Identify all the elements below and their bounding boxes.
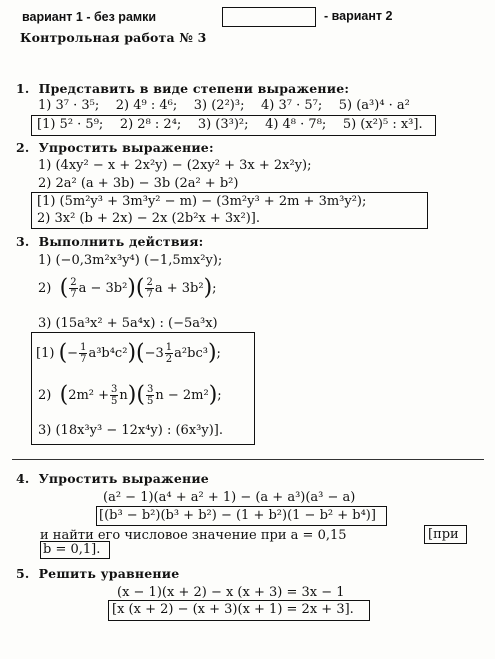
page-title: Контрольная работа № 3 xyxy=(20,30,207,45)
task1-number: 1. xyxy=(16,81,30,96)
task2-v2-item1: [1) (5m²y³ + 3m³y² − m) − (3m²y³ + 2m + 3m³y²); xyxy=(37,194,367,209)
paren-close: ) xyxy=(207,340,217,366)
fraction-den: 5 xyxy=(146,396,154,407)
fraction-num: 1 xyxy=(80,342,87,353)
fraction-num: 2 xyxy=(146,277,153,288)
task1-v2-item: 2) 2⁸ : 2⁴; xyxy=(119,117,182,132)
task3-v2-item1-b: a²bc³ xyxy=(174,346,208,361)
fraction-den: 7 xyxy=(80,354,87,365)
task2-v1-item2: 2) 2a² (a + 3b) − 3b (2a² + b²) xyxy=(38,176,239,191)
paren-open: ( xyxy=(59,382,69,408)
variant2-frame-sample xyxy=(222,7,316,27)
task4-v2-value-b: b = 0,1]. xyxy=(43,542,101,557)
task5-text: Решить уравнение xyxy=(38,566,180,581)
paren-open: ( xyxy=(59,275,69,301)
task3-v1-item2 xyxy=(38,277,217,300)
task4-v2-expression: [(b³ − b²)(b³ + b²) − (1 + b²)(1 − b² + b⁴)] xyxy=(99,508,376,523)
task3-v2-item1-a: a³b⁴c² xyxy=(88,346,128,361)
task3-v2-item1-label: [1) xyxy=(36,346,55,361)
fraction-den: 7 xyxy=(70,289,77,300)
fraction-num: 3 xyxy=(146,384,154,395)
task1-text: Представить в виде степени выражение: xyxy=(38,81,350,96)
fraction xyxy=(146,384,154,407)
paren-open: ( xyxy=(136,382,145,408)
task3-v2-item2-label: 2) xyxy=(38,388,52,403)
minus-sign: − xyxy=(67,346,79,361)
task4-v2-value-a: [при xyxy=(428,527,459,542)
task3-v2-item2-a: 2m² + xyxy=(68,388,110,403)
task4-find-text: и найти его числовое значение при a = 0,15 xyxy=(40,528,347,543)
task3-v2-item1-end: ; xyxy=(216,346,221,361)
task3-v1-item3: 3) (15a³x² + 5a⁴x) : (−5a³x) xyxy=(38,316,218,331)
task4-heading xyxy=(16,471,209,486)
task3-v1-item2-label: 2) xyxy=(38,281,52,296)
task5-v1-equation: (x − 1)(x + 2) − x (x + 3) = 3x − 1 xyxy=(117,585,345,600)
variant1-label: вариант 1 - без рамки xyxy=(22,10,157,24)
paren-close: ) xyxy=(127,275,136,301)
task3-v2-item2-a-tail: n xyxy=(119,388,128,403)
paren-close: ) xyxy=(208,382,218,408)
task2-v1-item1: 1) (4xy² − x + 2x²y) − (2xy² + 3x + 2x²y); xyxy=(38,158,312,173)
fraction xyxy=(110,384,118,407)
task3-v1-item2-a: a − 3b² xyxy=(78,281,128,296)
paren-open: ( xyxy=(58,340,68,366)
task1-heading xyxy=(16,81,349,96)
mixed-int: −3 xyxy=(144,346,164,361)
task3-v1-item2-end: ; xyxy=(212,281,217,296)
task1-v2-item: [1) 5² · 5⁹; xyxy=(37,117,104,132)
task1-variant2 xyxy=(37,117,423,132)
task1-variant1 xyxy=(38,98,410,113)
variant2-label: - вариант 2 xyxy=(324,9,393,23)
task1-v1-item: 2) 4⁹ : 4⁶; xyxy=(115,98,178,113)
fraction-num: 3 xyxy=(111,384,118,395)
task1-v2-item: 5) (x²)⁵ : x³]. xyxy=(342,117,423,132)
task4-v1-expression: (a² − 1)(a⁴ + a² + 1) − (a + a³)(a³ − a) xyxy=(103,490,356,505)
task1-v1-item: 4) 3⁷ · 5⁷; xyxy=(260,98,323,113)
task1-v1-item: 3) (2²)³; xyxy=(193,98,245,113)
task4-number: 4. xyxy=(16,471,30,486)
task3-v2-item2-b: n − 2m² xyxy=(155,388,209,403)
task3-heading xyxy=(16,234,203,249)
task4-text: Упростить выражение xyxy=(38,471,209,486)
fraction-num: 2 xyxy=(70,277,77,288)
task2-text: Упростить выражение: xyxy=(38,140,214,155)
task3-text: Выполнить действия: xyxy=(38,234,204,249)
task1-v2-item: 3) (3³)²; xyxy=(197,117,249,132)
task5-heading xyxy=(16,566,179,581)
task5-v2-equation: [x (x + 2) − (x + 3)(x + 1) = 2x + 3]. xyxy=(112,602,354,617)
fraction-den: 5 xyxy=(111,396,118,407)
paren-close: ) xyxy=(127,340,137,366)
task3-v1-item1: 1) (−0,3m²x³y⁴) (−1,5mx²y); xyxy=(38,253,223,268)
fraction xyxy=(69,277,77,300)
paren-open: ( xyxy=(135,275,145,301)
separator-line xyxy=(12,459,484,460)
task1-v2-item: 4) 4⁸ · 7⁸; xyxy=(265,117,327,132)
fraction xyxy=(79,342,87,365)
paren-close: ) xyxy=(203,275,213,301)
task2-v2-item2: 2) 3x² (b + 2x) − 2x (2b²x + 3x²)]. xyxy=(37,211,260,226)
task3-number: 3. xyxy=(16,234,30,249)
fraction-den: 7 xyxy=(146,289,153,300)
fraction-num: 1 xyxy=(165,342,173,353)
task1-v1-item: 5) (a³)⁴ · a² xyxy=(338,98,410,113)
fraction xyxy=(165,342,173,365)
paren-open: ( xyxy=(136,340,145,366)
task3-v2-item1 xyxy=(36,342,221,365)
task1-v1-item: 1) 3⁷ · 3⁵; xyxy=(38,98,100,113)
fraction xyxy=(145,277,153,300)
task2-number: 2. xyxy=(16,140,30,155)
fraction-den: 2 xyxy=(165,354,173,365)
task5-number: 5. xyxy=(16,566,30,581)
task3-v1-item2-b: a + 3b² xyxy=(154,281,204,296)
task3-v2-item2 xyxy=(38,384,222,407)
paren-close: ) xyxy=(127,382,137,408)
task2-heading xyxy=(16,140,214,155)
task3-v2-item2-end: ; xyxy=(217,388,222,403)
task3-v2-item3: 3) (18x³y³ − 12x⁴y) : (6x³y)]. xyxy=(38,423,223,438)
